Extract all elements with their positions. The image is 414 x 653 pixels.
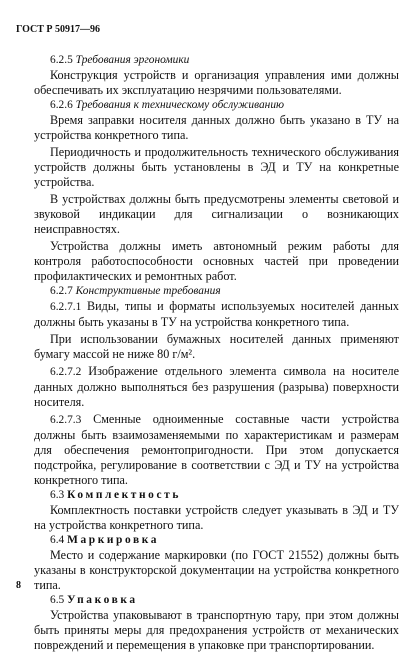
section-number: 6.2.7 — [50, 285, 73, 297]
paragraph: Время заправки носителя данных должно быть указано в ТУ на устройства конкретного типа. — [34, 113, 399, 142]
clause-text: Изображение отдельного элемента символа на носителе данных должно выполняться без разрушения (разрыва) поверхности носителя. — [34, 364, 400, 409]
paragraph: Периодичность и продолжительность технического обслуживания устройств должны быть установлены в ЭД и ТУ на конкретные устройства. — [34, 145, 399, 189]
section-heading-6-3 — [34, 488, 399, 503]
section-number: 6.2.6 — [50, 99, 73, 111]
paragraph: Устройства упаковывают в транспортную тару, при этом должны быть приняты меры для предохранения устройств от механических повреждений и перемещения в упаковке при транспортировании. — [34, 608, 399, 652]
paragraph: При использовании бумажных носителей данных применяют бумагу массой не ниже 80 г/м². — [34, 332, 399, 361]
section-heading-6-2-6 — [34, 98, 399, 113]
clause-number: 6.2.7.3 — [50, 414, 82, 426]
section-heading-6-2-7 — [34, 284, 399, 299]
page-number: 8 — [16, 580, 21, 591]
section-number: 6.3 — [50, 489, 65, 501]
paragraph: Конструкция устройств и организация управления ими должны обеспечивать их эксплуатацию незрячими пользователями. — [34, 68, 399, 97]
section-heading-6-4 — [34, 533, 399, 548]
numbered-paragraph — [34, 299, 399, 330]
paragraph: Устройства должны иметь автономный режим работы для контроля работоспособности основных частей при проведении профилактических и ремонтных работ. — [34, 239, 399, 283]
page-header: ГОСТ Р 50917—96 — [16, 24, 101, 35]
section-number: 6.4 — [50, 534, 65, 546]
clause-number: 6.2.7.1 — [50, 301, 82, 313]
section-number: 6.5 — [50, 594, 65, 606]
numbered-paragraph — [34, 364, 399, 410]
clause-text: Сменные одноименные составные части устройства должны быть взаимозаменяемыми по характеристикам и размерам для обеспечения ремонтопригодности. При этом допускается подстройка, регулирование в соответствии с ЭД и ТУ на устройства конкретного типа. — [34, 412, 400, 487]
section-number: 6.2.5 — [50, 54, 73, 66]
section-heading-6-5 — [34, 593, 399, 608]
clause-text: Виды, типы и форматы используемых носителей данных должны быть указаны в ТУ на устройства конкретного типа. — [34, 299, 400, 329]
section-title: Маркировка — [67, 534, 159, 546]
section-title: Комплектность — [67, 489, 181, 501]
page-content — [34, 53, 399, 653]
numbered-paragraph — [34, 412, 399, 488]
section-heading-6-2-5 — [34, 53, 399, 68]
section-title: Требования к техническому обслуживанию — [75, 99, 285, 111]
section-title: Конструктивные требования — [75, 285, 221, 297]
section-title: Требования эргономики — [75, 54, 190, 66]
paragraph: Место и содержание маркировки (по ГОСТ 21552) должны быть указаны в конструкторской документации на устройства конкретного типа. — [34, 548, 399, 592]
paragraph: В устройствах должны быть предусмотрены элементы световой и звуковой индикации для сигнализации о возникающих неисправностях. — [34, 192, 399, 236]
clause-number: 6.2.7.2 — [50, 366, 82, 378]
paragraph: Комплектность поставки устройств следует указывать в ЭД и ТУ на устройства конкретного типа. — [34, 503, 399, 532]
section-title: Упаковка — [67, 594, 138, 606]
